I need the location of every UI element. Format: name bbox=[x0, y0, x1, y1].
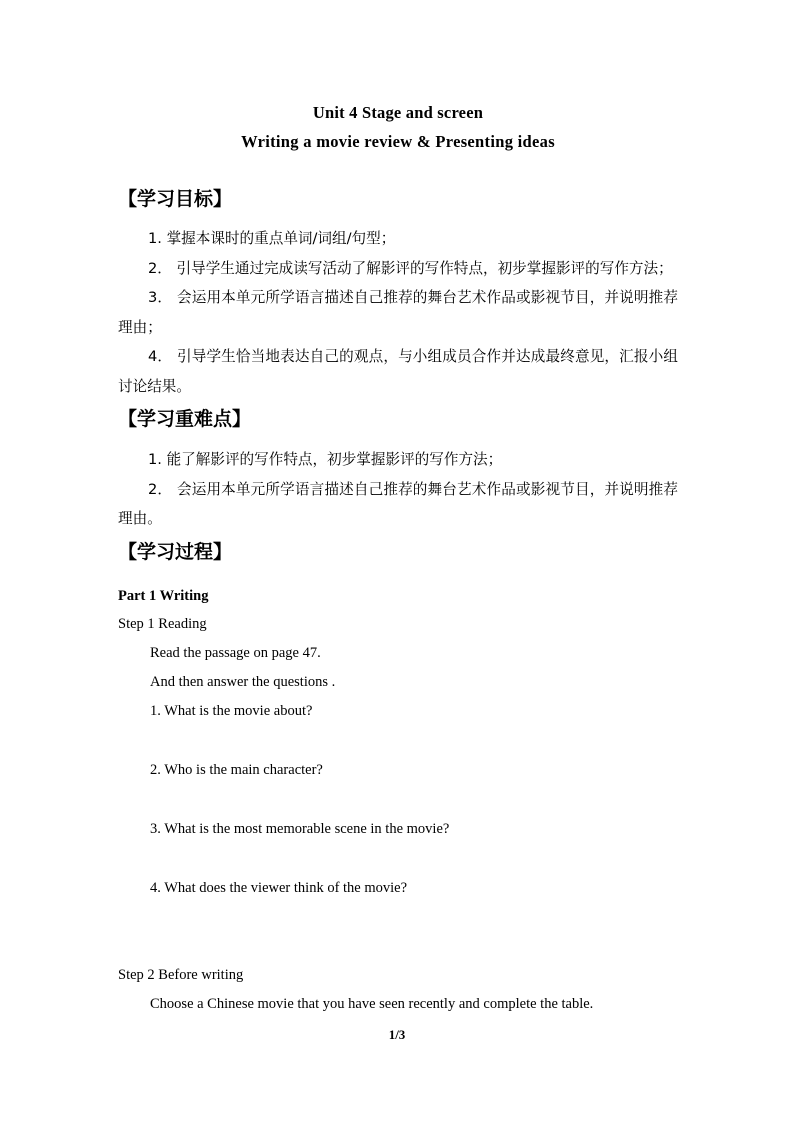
question-1: 1. What is the movie about? bbox=[150, 702, 313, 719]
section-heading-objectives: 【学习目标】 bbox=[118, 189, 233, 210]
step-2-heading: Step 2 Before writing bbox=[118, 966, 244, 983]
list-item: 2． 引导学生通过完成读写活动了解影评的写作特点，初步掌握影评的写作方法； bbox=[148, 259, 673, 277]
objectives-list bbox=[118, 224, 678, 401]
step-1-heading: Step 1 Reading bbox=[118, 615, 207, 632]
key-points-list bbox=[118, 445, 678, 534]
document-title bbox=[118, 98, 678, 156]
page-number: 1/3 bbox=[388, 1027, 406, 1042]
step-1-instruction-answer: And then answer the questions . bbox=[150, 673, 336, 690]
list-item: 1. 掌握本课时的重点单词/词组/句型； bbox=[148, 230, 396, 247]
document-content bbox=[118, 98, 678, 1019]
question-4: 4. What does the viewer think of the movie? bbox=[150, 879, 408, 896]
section-heading-process: 【学习过程】 bbox=[118, 541, 233, 563]
question-3: 3. What is the most memorable scene in the movie? bbox=[150, 820, 450, 837]
list-item: 4． 引导学生恰当地表达自己的观点，与小组成员合作并达成最终意见，汇报小组讨论结果。 bbox=[118, 348, 678, 395]
title-line-1: Unit 4 Stage and screen bbox=[312, 103, 484, 122]
page-footer bbox=[0, 1026, 794, 1044]
list-item: 2． 会运用本单元所学语言描述自己推荐的舞台艺术作品或影视节目，并说明推荐理由。 bbox=[118, 480, 678, 527]
question-2: 2. Who is the main character? bbox=[150, 761, 323, 778]
title-line-2: Writing a movie review & Presenting ideas bbox=[241, 132, 555, 151]
part-1-heading: Part 1 Writing bbox=[118, 587, 209, 604]
step-2-instruction: Choose a Chinese movie that you have seen recently and complete the table. bbox=[150, 995, 594, 1012]
list-item: 1. 能了解影评的写作特点，初步掌握影评的写作方法； bbox=[148, 451, 503, 468]
section-heading-key-points: 【学习重难点】 bbox=[118, 409, 252, 430]
step-1-instruction-read: Read the passage on page 47. bbox=[150, 644, 321, 661]
list-item: 3． 会运用本单元所学语言描述自己推荐的舞台艺术作品或影视节目，并说明推荐理由； bbox=[118, 289, 678, 336]
